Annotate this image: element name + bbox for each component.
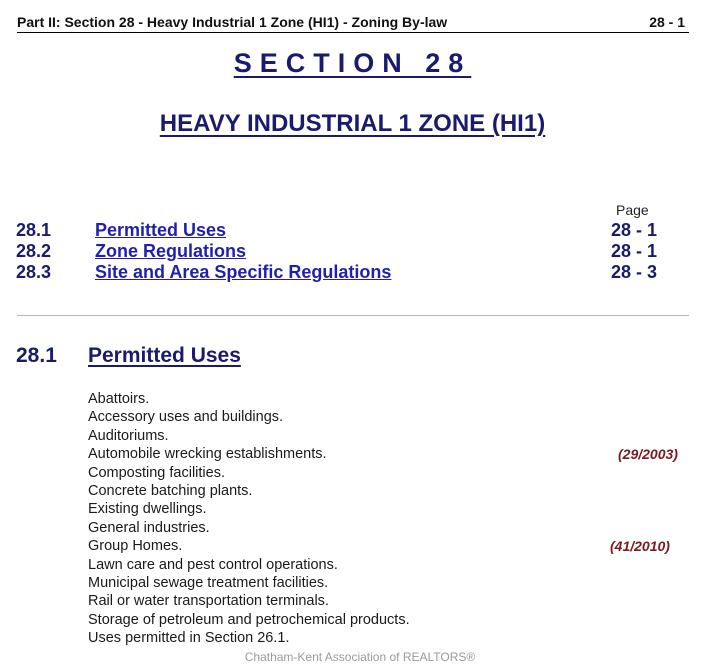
toc-page-column-label: Page <box>616 202 649 218</box>
footer-watermark: Chatham-Kent Association of REALTORS® <box>244 650 476 664</box>
list-item: General industries. <box>88 519 210 536</box>
list-item: Abattoirs. <box>88 391 150 407</box>
toc-link-permitted-uses[interactable]: Permitted Uses <box>95 220 227 240</box>
toc-page-number: 28 - 3 <box>611 262 658 282</box>
list-item: Storage of petroleum and petrochemical products. <box>88 611 410 628</box>
header-title: Part II: Section 28 - Heavy Industrial 1 Zone (HI1) - Zoning By-law <box>17 14 448 30</box>
list-item: Lawn care and pest control operations. <box>88 556 338 573</box>
list-item <box>88 537 688 555</box>
permitted-uses-list <box>88 390 688 647</box>
list-item <box>88 445 688 463</box>
toc-number: 28.3 <box>16 262 52 282</box>
toc-row <box>16 241 676 262</box>
toc-link-zone-regulations[interactable]: Zone Regulations <box>95 241 247 261</box>
toc-link-site-specific-regulations[interactable]: Site and Area Specific Regulations <box>95 262 392 282</box>
list-item: Municipal sewage treatment facilities. <box>88 574 329 591</box>
list-item-text: Group Homes. <box>88 538 183 555</box>
header-page-number: 28 - 1 <box>649 14 685 30</box>
toc-number: 28.1 <box>16 220 52 240</box>
toc-page-number: 28 - 1 <box>611 220 658 240</box>
toc-number: 28.2 <box>16 241 52 261</box>
list-item: Concrete batching plants. <box>88 482 253 499</box>
list-item: Accessory uses and buildings. <box>88 409 284 426</box>
amendment-reference: (41/2010) <box>610 538 670 555</box>
list-item: Existing dwellings. <box>88 501 207 518</box>
section-number: 28.1 <box>16 344 57 367</box>
section-divider <box>17 315 689 316</box>
list-item: Rail or water transportation terminals. <box>88 593 329 610</box>
list-item: Auditoriums. <box>88 427 169 444</box>
section-title: SECTION 28 <box>233 48 472 78</box>
amendment-reference: (29/2003) <box>618 446 678 463</box>
page-header <box>17 12 689 33</box>
toc-page-number: 28 - 1 <box>611 241 658 261</box>
zone-title: HEAVY INDUSTRIAL 1 ZONE (HI1) <box>159 110 546 137</box>
section-heading: Permitted Uses <box>88 344 241 367</box>
list-item: Uses permitted in Section 26.1. <box>88 630 290 647</box>
list-item: Composting facilities. <box>88 464 225 481</box>
list-item-text: Automobile wrecking establishments. <box>88 446 327 463</box>
toc-row <box>16 262 676 283</box>
toc-row <box>16 220 676 241</box>
